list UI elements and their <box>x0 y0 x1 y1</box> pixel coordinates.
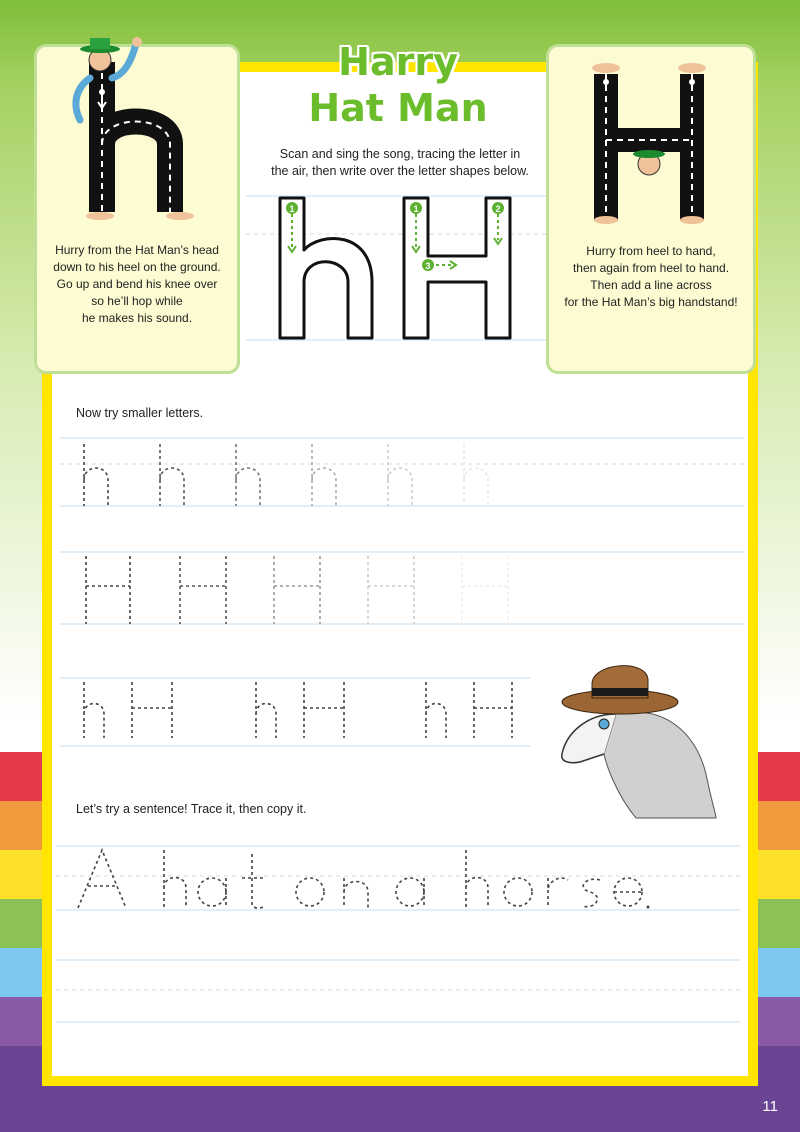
stroke-number: 1 <box>413 204 419 214</box>
verse-line: down to his heel on the ground. <box>53 260 221 274</box>
outline-letter-H <box>404 198 510 338</box>
verse-line: Go up and bend his knee over <box>56 277 218 291</box>
hat-man-character-icon <box>60 34 210 234</box>
tracing-row-H[interactable] <box>60 548 744 628</box>
tracing-row-hH[interactable] <box>60 674 530 750</box>
left-card-verse <box>47 242 227 327</box>
right-card-verse <box>559 243 743 311</box>
sentence-label: Let’s try a sentence! Trace it, then copy it. <box>76 802 307 816</box>
instructions <box>250 146 550 180</box>
instruction-line: the air, then write over the letter shapes below. <box>271 164 529 178</box>
verse-line: Then add a line across <box>590 278 712 292</box>
large-letter-tracing[interactable] <box>246 190 546 350</box>
page-title-line2: Hat Man <box>308 86 488 130</box>
stroke-number: 1 <box>289 204 295 214</box>
page-title-line1: Harry <box>338 40 458 84</box>
verse-line: he makes his sound. <box>81 311 193 325</box>
hat-man-handstand-icon <box>586 60 716 232</box>
sentence-tracing[interactable] <box>56 842 740 1034</box>
verse-line: then again from heel to hand. <box>572 261 730 275</box>
verse-line: for the Hat Man’s big handstand! <box>564 295 738 309</box>
verse-line: Hurry from the Hat Man’s head <box>55 243 219 257</box>
stroke-number: 3 <box>425 261 431 271</box>
tracing-row-h[interactable] <box>60 434 744 510</box>
smaller-letters-label: Now try smaller letters. <box>76 406 204 420</box>
horse-with-hat-icon <box>556 654 722 820</box>
instruction-line: Scan and sing the song, tracing the letter in <box>279 147 521 161</box>
verse-line: Hurry from heel to hand, <box>586 244 716 258</box>
stroke-number: 2 <box>495 204 501 214</box>
verse-line: so he’ll hop while <box>91 294 183 308</box>
page-number: 11 <box>762 1098 778 1115</box>
outline-letter-h <box>280 198 372 338</box>
